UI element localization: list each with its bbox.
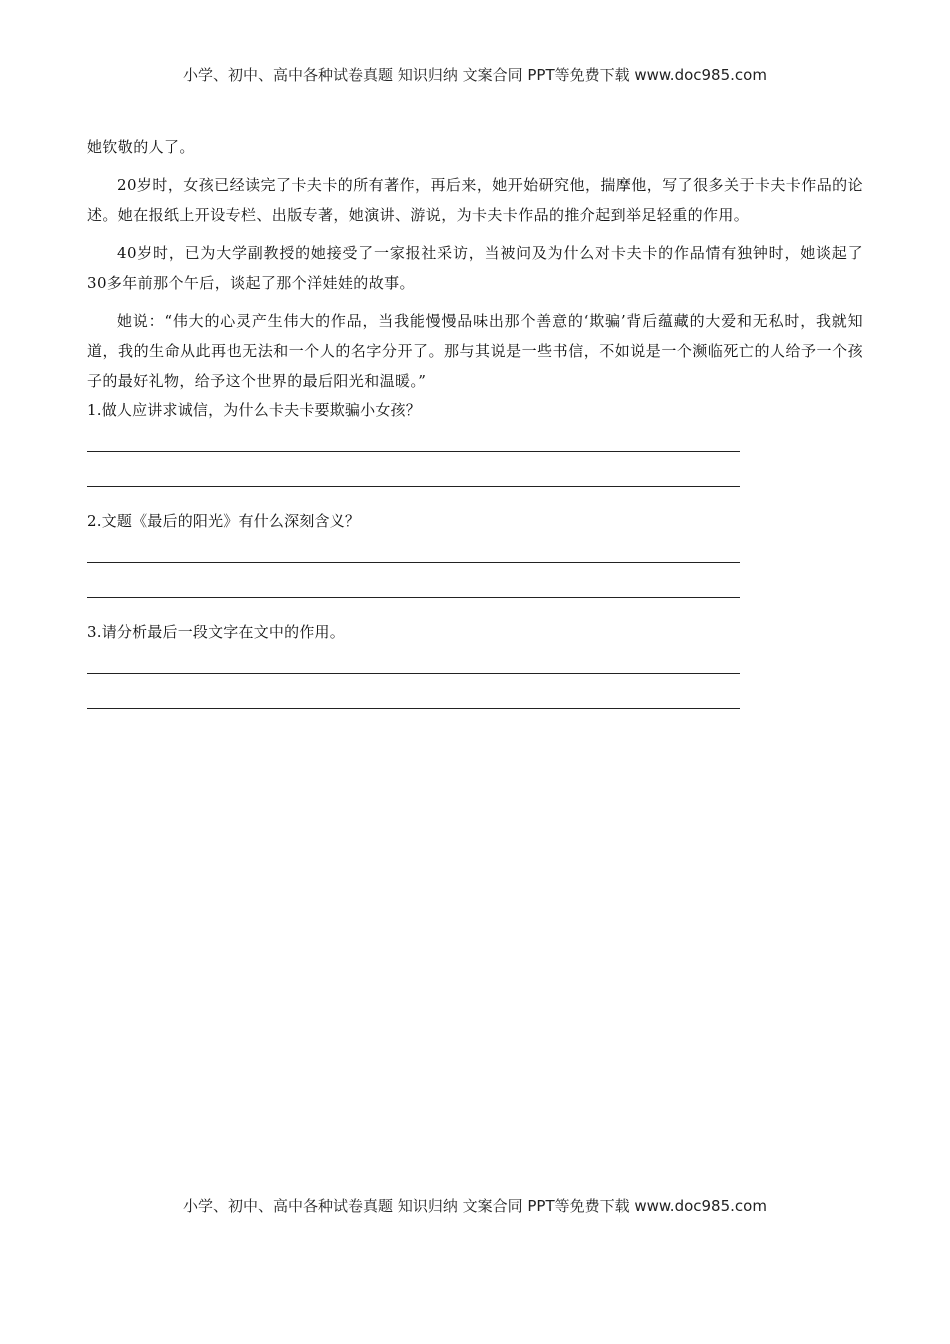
- page-footer: 小学、初中、高中各种试卷真题 知识归纳 文案合同 PPT等免费下载 www.doc985.com: [183, 1197, 767, 1215]
- page-header: 小学、初中、高中各种试卷真题 知识归纳 文案合同 PPT等免费下载 www.doc985.com: [183, 66, 767, 84]
- passage-paragraph-1: 她钦敬的人了。: [87, 138, 195, 156]
- passage-paragraph-4: 她说：“伟大的心灵产生伟大的作品，当我能慢慢品味出那个善意的‘欺骗’背后蕴藏的大爱和无私时，我就知道，我的生命从此再也无法和一个人的名字分开了。那与其说是一些书信，不如说是一个濒临死亡的人给予一个孩子的最好礼物，给予这个世界的最后阳光和温暖。”: [87, 312, 863, 390]
- question-block-1: [87, 396, 863, 507]
- question-1: 1.做人应讲求诚信，为什么卡夫卡要欺骗小女孩？: [87, 401, 421, 419]
- passage-paragraph-2: 20岁时，女孩已经读完了卡夫卡的所有著作，再后来，她开始研究他，揣摩他，写了很多关于卡夫卡作品的论述。她在报纸上开设专栏、出版专著，她演讲、游说，为卡夫卡作品的推介起到举足轻重的作用。: [87, 176, 863, 224]
- question-block-2: [87, 507, 863, 618]
- answer-line[interactable]: [87, 708, 740, 709]
- passage-paragraph-3: 40岁时，已为大学副教授的她接受了一家报社采访，当被问及为什么对卡夫卡的作品情有独钟时，她谈起了30多年前那个午后，谈起了那个洋娃娃的故事。: [87, 244, 863, 292]
- document-body: [87, 132, 863, 709]
- question-2: 2.文题《最后的阳光》有什么深刻含义？: [87, 512, 361, 530]
- question-3: 3.请分析最后一段文字在文中的作用。: [87, 623, 345, 641]
- question-block-3: [87, 618, 863, 709]
